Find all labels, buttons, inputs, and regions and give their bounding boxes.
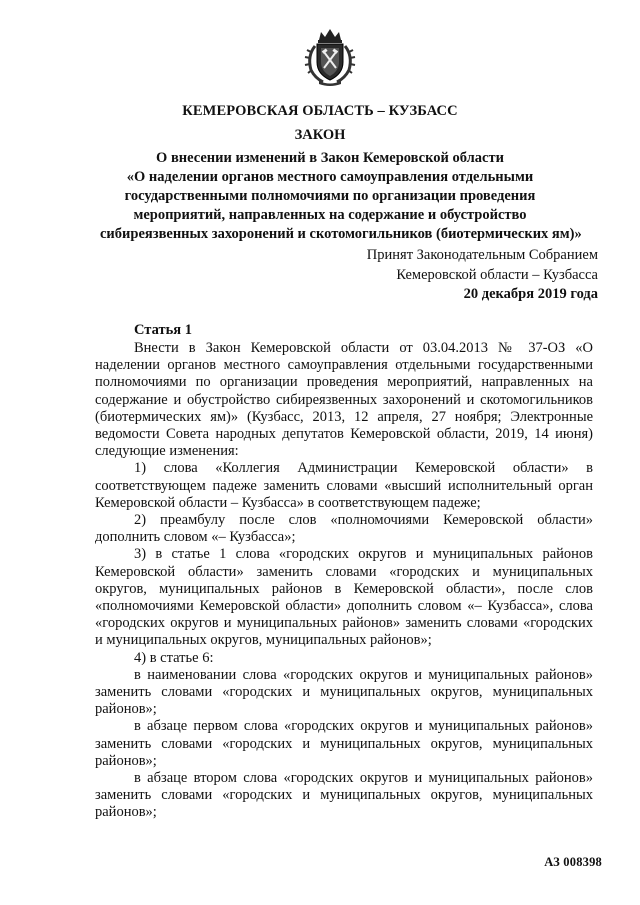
adoption-date: 20 декабря 2019 года [463, 286, 598, 302]
subject-line: государственными полномочиями по организации проведения [124, 188, 536, 204]
adoption-block [367, 246, 598, 305]
paragraph: 3) в статье 1 слова «городских округов и муниципальных районов Кемеровской области» заменить словами «городских и муниципальных округов, муниципальных районов в Кемеровской области», после слов «полномочиями Кемеровской области» дополнить словом «– Кузбасса», слова «городских округов и муниципальных районов» заменить словами «городских и муниципальных округов, муниципальных районов»; [95, 546, 593, 649]
subject-line: мероприятий, направленных на содержание и обустройство [133, 207, 527, 223]
paragraph: в абзаце первом слова «городских округов и муниципальных районов» заменить словами «городских и муниципальных округов, муниципальных районов»; [95, 718, 593, 769]
document-type-title: ЗАКОН [294, 127, 346, 143]
paragraph: Внести в Закон Кемеровской области от 03.04.2013 № 37-ОЗ «О наделении органов местного самоуправления отдельными государственными полномочиями по организации проведения мероприятий, направленных на содержание и обустройство сибиреязвенных захоронений и скотомогильников (биотермических ям)» (Кузбасс, 2013, 12 апреля, 27 ноября; Электронные ведомости Совета народных депутатов Кемеровской области, 2019, 14 июня) следующие изменения: [95, 340, 593, 460]
article-body [95, 340, 593, 822]
law-subject [100, 149, 582, 244]
paragraph: в наименовании слова «городских округов и муниципальных районов» заменить словами «городских и муниципальных округов, муниципальных районов»; [95, 666, 593, 718]
subject-line: сибиреязвенных захоронений и скотомогильников (биотермических ям)» [100, 226, 582, 242]
subject-line: «О наделении органов местного самоуправления отдельными [126, 169, 534, 185]
paragraph: 1) слова «Коллегия Администрации Кемеровской области» в соответствующем падеже заменить словами «высший исполнительный орган Кемеровской области – Кузбасса» в соответствующем падеже; [95, 460, 593, 511]
paragraph: 2) преамбулу после слов «полномочиями Кемеровской области» дополнить словом «– Кузбасса»; [95, 512, 593, 546]
paragraph: в абзаце втором слова «городских округов и муниципальных районов» заменить словами «городских и муниципальных округов, муниципальных районов»; [95, 770, 593, 821]
adoption-line: Кемеровской области – Кузбасса [396, 266, 598, 283]
paragraph: 4) в статье 6: [134, 649, 214, 666]
region-title: КЕМЕРОВСКАЯ ОБЛАСТЬ – КУЗБАСС [182, 103, 458, 119]
coat-of-arms-icon [299, 26, 361, 88]
subject-line: О внесении изменений в Закон Кемеровской области [156, 150, 504, 166]
document-serial-code: АЗ 008398 [544, 855, 602, 869]
article-title: Статья 1 [134, 322, 192, 338]
adoption-line: Принят Законодательным Собранием [366, 247, 598, 263]
